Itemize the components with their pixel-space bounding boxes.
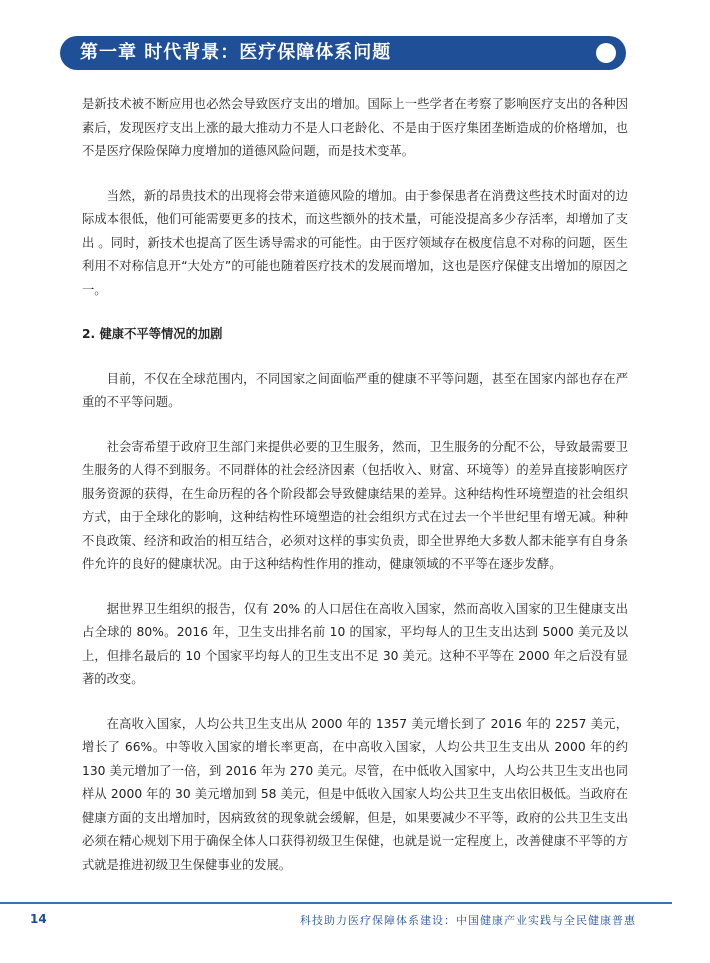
paragraph: 当然，新的昂贵技术的出现将会带来道德风险的增加。由于参保患者在消费这些技术时面对的边际成本很低，他们可能需要更多的技术，而这些额外的技术量，可能没提高多少存活率，却增加了支出 。同时，新技术也提高了医生诱导需求的可能性。由于医疗领域存在极度信息不对称的问题，医生利用不对称信息开“大处方”的可能也随着医疗技术的发展而增加，这也是医疗保健支出增加的原因之一。 — [82, 188, 628, 297]
header-circle-decoration — [596, 43, 616, 63]
footer-divider — [0, 902, 672, 904]
paragraph: 在高收入国家，人均公共卫生支出从 2000 年的 1357 美元增长到了 2016 年的 2257 美元，增长了 66%。中等收入国家的增长率更高，在中高收入国家，人均公共卫生支出从 2000 年的约 130 美元增加了一倍，到 2016 年为 270 美元。尽管，在中低收入国家中，人均公共卫生支出也同样从 2000 年的 30 美元增加到 58 美元，但是中低收入国家人均公共卫生支出依旧极低。当政府在健康方面的支出增加时，因病致贫的现象就会缓解，但是，如果要减少不平等，政府的公共卫生支出必须在精心规划下用于确保全体人口获得初级卫生保健，也就是说一定程度上，改善健康不平等的方式就是推进初级卫生保健事业的发展。 — [82, 716, 628, 872]
chapter-header-bar — [60, 36, 626, 70]
section-heading: 2. 健康不平等情况的加剧 — [82, 327, 223, 341]
paragraph: 目前，不仅在全球范围内，不同国家之间面临严重的健康不平等问题，甚至在国家内部也存在严重的不平等问题。 — [82, 371, 628, 409]
paragraph: 据世界卫生组织的报告，仅有 20% 的人口居住在高收入国家，然而高收入国家的卫生健康支出占全球的 80%。2016 年，卫生支出排名前 10 的国家，平均每人的卫生支出达到 5000 美元及以上，但排名最后的 10 个国家平均每人的卫生支出不足 30 美元。这种不平等在 2000 年之后没有显著的改变。 — [82, 601, 628, 686]
paragraph: 社会寄希望于政府卫生部门来提供必要的卫生服务，然而，卫生服务的分配不公，导致最需要卫生服务的人得不到服务。不同群体的社会经济因素（包括收入、财富、环境等）的差异直接影响医疗服务资源的获得，在生命历程的各个阶段都会导致健康结果的差异。这种结构性环境塑造的社会组织方式，由于全球化的影响，这种结构性环境塑造的社会组织方式在过去一个半世纪里有增无减。种种不良政策、经济和政治的相互结合，必须对这样的事实负责，即全世界绝大多数人都未能享有自身条件允许的良好的健康状况。由于这种结构性作用的推动，健康领域的不平等在逐步发酵。 — [82, 439, 628, 571]
page-body — [82, 93, 628, 877]
paragraph-continued: 是新技术被不断应用也必然会导致医疗支出的增加。国际上一些学者在考察了影响医疗支出的各种因素后，发现医疗支出上涨的最大推动力不是人口老龄化、不是由于医疗集团垄断造成的价格增加，也不是医疗保险保障力度增加的道德风险问题，而是技术变革。 — [82, 97, 628, 158]
page-number: 14 — [30, 912, 47, 926]
chapter-title: 第一章 时代背景：医疗保障体系问题 — [80, 42, 392, 63]
running-footer-title: 科技助力医疗保障体系建设：中国健康产业实践与全民健康普惠 — [300, 914, 636, 927]
